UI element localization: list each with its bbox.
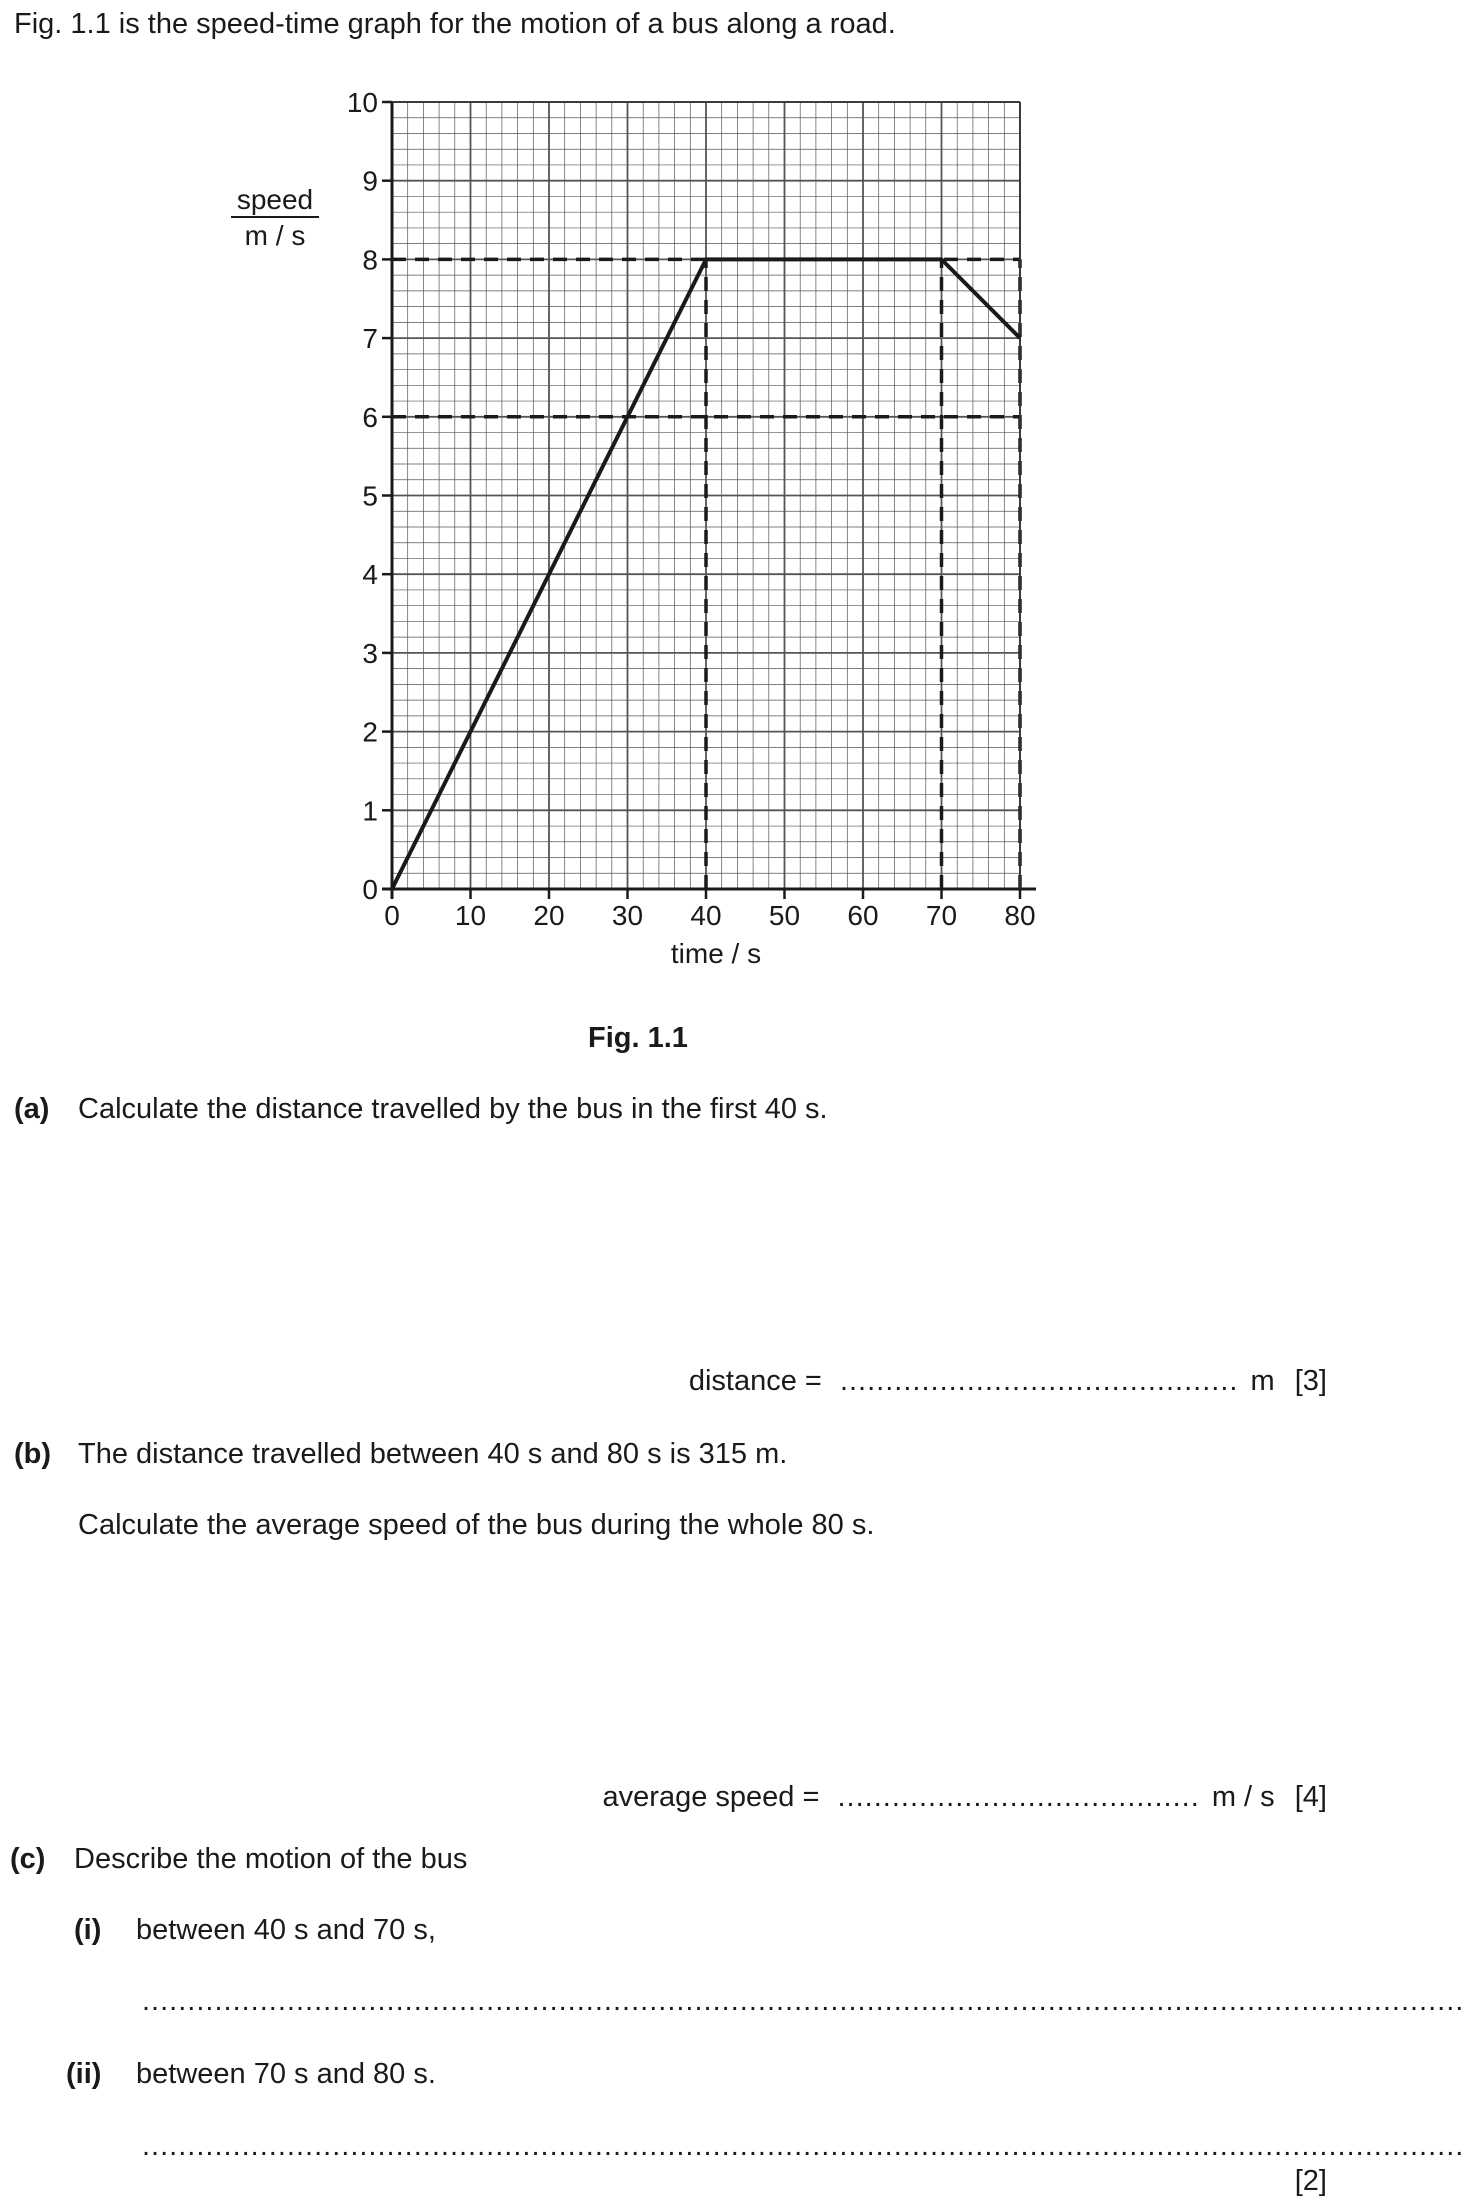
part-a-answer-row: [689, 1365, 1327, 1398]
speed-time-graph: [0, 0, 1347, 990]
y-tick-label: 9: [362, 165, 378, 197]
average-speed-answer-field[interactable]: ........................................: [837, 1781, 1200, 1813]
part-b-label: (b): [14, 1438, 52, 1470]
x-tick-label: 70: [925, 900, 958, 931]
part-b-question: Calculate the average speed of the bus during the whole 80 s.: [78, 1509, 875, 1541]
x-tick-label: 60: [847, 900, 879, 931]
y-tick-label: 0: [362, 874, 378, 905]
y-tick-label: 5: [362, 480, 378, 512]
y-tick-label: 8: [362, 244, 378, 276]
part-c-ii-label: (ii): [66, 2058, 102, 2090]
intro-text: Fig. 1.1 is the speed-time graph for the motion of a bus along a road.: [14, 8, 896, 40]
part-c-i-label: (i): [74, 1914, 102, 1946]
x-tick-label: 0: [384, 900, 400, 931]
part-c-question: Describe the motion of the bus: [74, 1843, 468, 1875]
x-axis-label: time / s: [670, 938, 762, 969]
x-tick-label: 10: [454, 900, 487, 931]
y-tick-label: 10: [346, 87, 378, 118]
average-speed-answer-unit: m / s: [1211, 1781, 1275, 1813]
distance-answer-prefix: distance =: [688, 1365, 822, 1397]
part-c-marks: [2]: [1294, 2165, 1327, 2197]
y-tick-label: 6: [362, 401, 378, 433]
distance-answer-field[interactable]: ............................................: [839, 1365, 1239, 1397]
y-tick-label: 3: [362, 637, 378, 669]
x-tick-label: 50: [768, 900, 801, 931]
x-tick-label: 30: [611, 900, 644, 931]
part-c-i-text: between 40 s and 70 s,: [136, 1914, 436, 1946]
part-c-label: (c): [10, 1843, 46, 1875]
part-c-ii-text: between 70 s and 80 s.: [136, 2058, 436, 2090]
y-tick-label: 7: [362, 323, 378, 355]
part-b-statement: The distance travelled between 40 s and 80 s is 315 m.: [78, 1438, 788, 1470]
part-a-marks: [3]: [1294, 1365, 1327, 1397]
y-tick-label: 2: [362, 716, 378, 748]
y-axis-label-top: speed: [236, 184, 314, 215]
part-a-question: Calculate the distance travelled by the bus in the first 40 s.: [78, 1093, 828, 1125]
y-tick-label: 4: [362, 559, 378, 591]
y-tick-label: 1: [362, 795, 378, 827]
part-b-answer-row: [603, 1781, 1327, 1814]
part-a-label: (a): [14, 1093, 50, 1125]
average-speed-answer-prefix: average speed =: [602, 1781, 820, 1813]
distance-answer-unit: m: [1250, 1365, 1275, 1397]
part-c-i-answer-line[interactable]: ..................................................................................................................................................: [142, 1985, 1464, 2017]
y-axis-label-bottom: m / s: [244, 220, 306, 251]
x-tick-label: 40: [690, 900, 722, 931]
figure-caption: Fig. 1.1: [588, 1022, 688, 1054]
x-tick-label: 80: [1004, 900, 1036, 931]
part-b-marks: [4]: [1294, 1781, 1327, 1813]
part-c-ii-answer-line[interactable]: ..................................................................................................................................................: [142, 2130, 1464, 2162]
x-tick-label: 20: [533, 900, 565, 931]
